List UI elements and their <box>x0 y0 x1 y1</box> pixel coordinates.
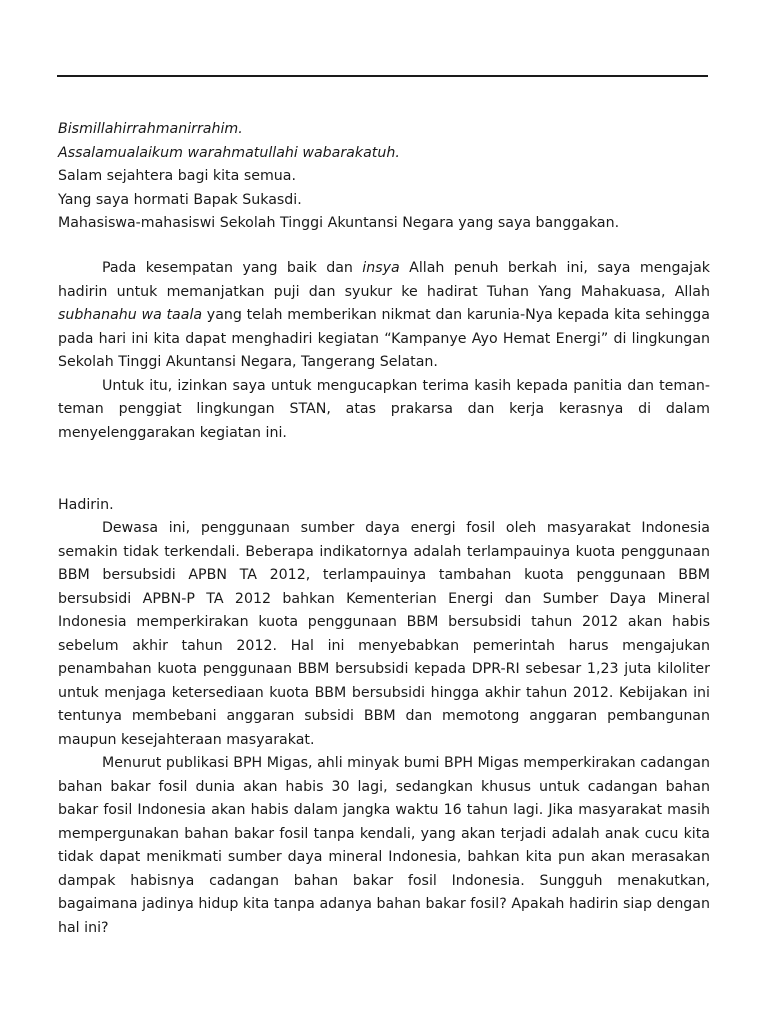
basmalah-line <box>58 118 718 142</box>
paragraph-energy-usage: Dewasa ini, penggunaan sumber daya energi fosil oleh masyarakat Indonesia semakin tidak terkendali. Beberapa indikatornya adalah terlampauinya kuota penggunaan BBM bersubsidi APBN TA 2012, terlampauinya tambahan kuota penggunaan BBM bersubsidi APBN-P TA 2012 bahkan Kementerian Energi dan Sumber Daya Mineral Indonesia memperkirakan kuota penggunaan BBM bersubsidi tahun 2012 akan habis sebelum akhir tahun 2012. Hal ini menyebabkan pemerintah harus mengajukan penambahan kuota penggunaan BBM bersubsidi kepada DPR-RI sebesar 1,23 juta kiloliter untuk menjaga ketersediaan kuota BBM bersubsidi hingga akhir tahun 2012. Kebijakan ini tentunya membebani anggaran subsidi BBM dan memotong anggaran pembangunan maupun kesejahteraan masyarakat. <box>58 520 710 748</box>
body-section <box>58 517 710 940</box>
intro-text-3: yang telah memberikan nikmat dan karunia-Nya kepada kita sehingga pada hari ini kita dapat menghadiri kegiatan “Kampanye Ayo Hemat Energi” di lingkungan Sekolah Tinggi Akuntansi Negara, Tangerang Selatan. <box>58 307 710 370</box>
basmalah-text: Bismillahirrahmanirrahim. <box>58 121 243 137</box>
intro-section <box>58 257 710 445</box>
intro-italic-1: insya <box>362 260 400 276</box>
greeting-line: Salam sejahtera bagi kita semua. <box>58 168 296 184</box>
intro-text-2: Allah penuh berkah ini, saya mengajak hadirin untuk memanjatkan puji dan syukur ke hadirat Tuhan Yang Mahakuasa, Allah <box>58 260 710 300</box>
salam-line <box>58 142 718 166</box>
intro-italic-2: subhanahu wa taala <box>58 307 203 323</box>
salam-text: Assalamualaikum warahmatullahi wabarakatuh. <box>58 144 400 161</box>
paragraph-reserves: Menurut publikasi BPH Migas, ahli minyak bumi BPH Migas memperkirakan cadangan bahan bakar fosil dunia akan habis 30 lagi, sedangkan khusus untuk cadangan bahan bakar fosil Indonesia akan habis dalam jangka waktu 16 tahun lagi. Jika masyarakat masih mempergunakan bahan bakar fosil tanpa kendali, yang akan terjadi adalah anak cucu kita tidak dapat menikmati sumber daya mineral Indonesia, bahkan kita pun akan merasakan dampak habisnya cadangan bahan bakar fosil Indonesia. Sungguh menakutkan, bagaimana jadinya hidup kita tanpa adanya bahan bakar fosil? Apakah hadirin siap dengan hal ini? <box>58 755 710 936</box>
opening-greetings <box>58 118 718 236</box>
honored-guest-line: Yang saya hormati Bapak Sukasdi. <box>58 191 302 208</box>
intro-text-1: Pada kesempatan yang baik dan <box>102 260 363 276</box>
students-line: Mahasiswa-mahasiswi Sekolah Tinggi Akuntansi Negara yang saya banggakan. <box>58 215 620 231</box>
paragraph-intro <box>58 257 710 375</box>
header-rule <box>57 75 708 77</box>
section-heading: Hadirin. <box>58 497 114 513</box>
paragraph-thanks: Untuk itu, izinkan saya untuk mengucapkan terima kasih kepada panitia dan teman-teman penggiat lingkungan STAN, atas prakarsa dan kerja kerasnya di dalam menyelenggarakan kegiatan ini. <box>58 377 710 441</box>
